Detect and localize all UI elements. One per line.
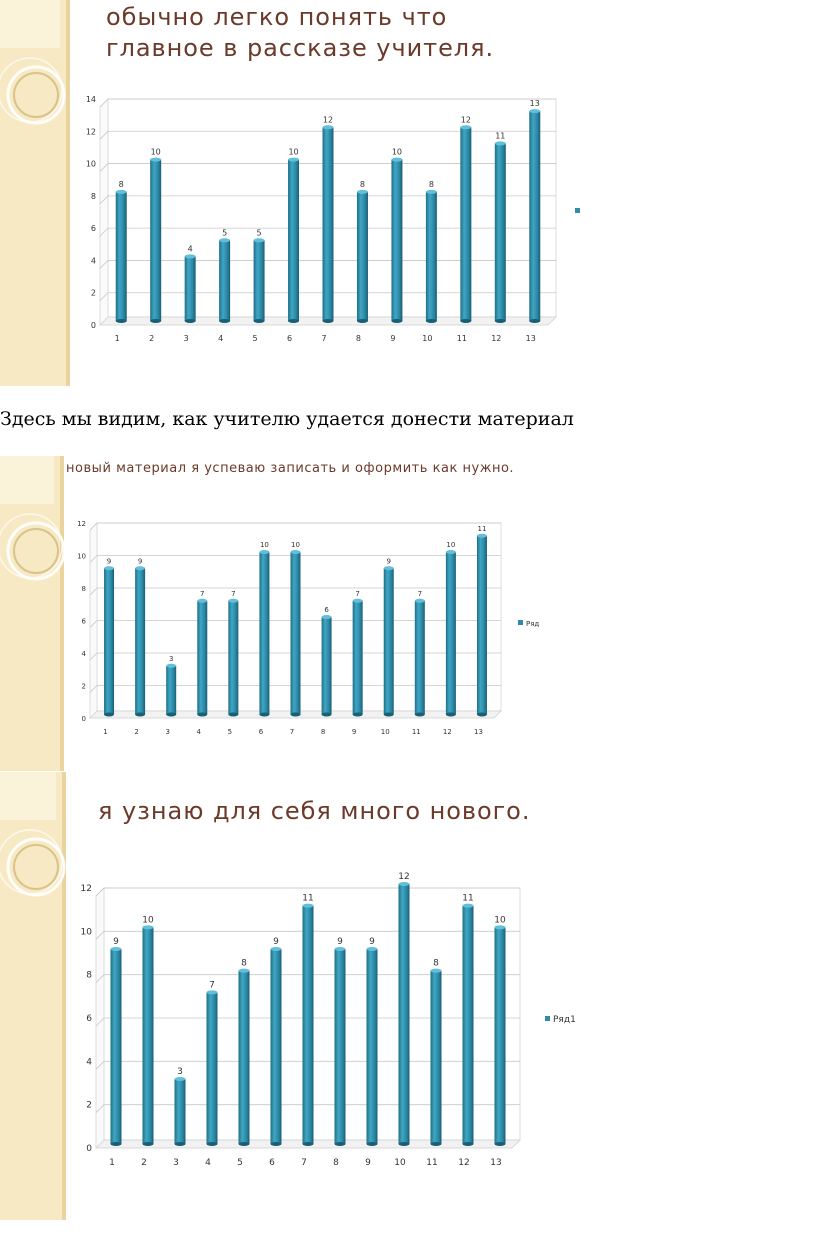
bar-cap	[335, 947, 346, 951]
caption-text: Здесь мы видим, как учителю удается донести материал	[0, 408, 574, 430]
y-tick-label: 12	[80, 884, 92, 894]
bar-cap	[104, 566, 114, 570]
x-tick-label: 12	[491, 334, 502, 343]
bar-base	[335, 1142, 346, 1146]
bar-body	[150, 160, 161, 321]
y-tick-label: 4	[86, 1057, 92, 1068]
data-label: 7	[417, 589, 423, 598]
x-tick-label: 11	[411, 728, 421, 736]
bar-body	[111, 949, 122, 1144]
bar-cap	[259, 550, 269, 554]
data-label: 7	[200, 589, 205, 598]
bar-body	[291, 552, 301, 715]
bar-base	[323, 319, 334, 323]
x-tick-label: 3	[165, 728, 170, 736]
x-tick-label: 2	[134, 728, 139, 736]
bar-base	[135, 713, 145, 717]
bar-cap	[197, 599, 207, 603]
bar-cap	[135, 566, 145, 570]
bar-body	[426, 192, 437, 321]
bar	[357, 190, 368, 323]
data-label: 9	[106, 557, 112, 566]
bar-chart-1: 024681012148110243545510612788109810121111121313Ряд1	[85, 95, 604, 343]
bar-cap	[111, 947, 122, 951]
y-tick-label: 6	[86, 1014, 92, 1024]
bar-cap	[367, 947, 378, 951]
bar-body	[353, 601, 363, 715]
bar	[259, 550, 269, 717]
data-label: 11	[462, 893, 474, 904]
bar-body	[175, 1079, 186, 1144]
bar-cap	[291, 550, 301, 554]
bar-chart-2	[0, 456, 544, 771]
bar-cap	[399, 882, 410, 886]
data-label: 12	[322, 115, 334, 125]
bar	[288, 158, 299, 323]
x-tick-label: 10	[380, 728, 390, 736]
bar	[207, 990, 218, 1146]
bar-base	[254, 319, 265, 323]
bar	[495, 141, 506, 323]
bar	[185, 254, 196, 323]
y-tick-label: 14	[85, 95, 96, 104]
bar	[367, 947, 378, 1146]
bar-base	[353, 713, 363, 717]
bar	[197, 599, 207, 717]
data-label: 10	[150, 147, 161, 157]
data-label: 7	[355, 589, 360, 598]
bar	[353, 599, 363, 717]
bar-cap	[357, 190, 368, 194]
bar-cap	[477, 534, 487, 538]
legend-swatch	[545, 1016, 550, 1021]
x-tick-label: 1	[109, 1158, 115, 1168]
bar	[323, 125, 334, 323]
bar	[150, 158, 161, 323]
bar	[477, 534, 487, 717]
bar-body	[259, 552, 269, 715]
bar-body	[384, 568, 394, 714]
data-label: 9	[137, 557, 143, 566]
bar-cap	[529, 109, 540, 113]
y-tick-label: 8	[86, 970, 92, 981]
x-tick-label: 2	[149, 334, 155, 343]
data-label: 8	[359, 179, 366, 189]
x-tick-label: 8	[355, 334, 362, 343]
bar-cap	[323, 125, 334, 129]
bar-cap	[303, 904, 314, 908]
legend-swatch	[518, 620, 523, 625]
bar-body	[271, 949, 282, 1144]
bar-base	[426, 319, 437, 323]
bar	[495, 925, 506, 1146]
x-tick-label: 8	[333, 1158, 339, 1168]
bar-cap	[254, 238, 265, 242]
bar-base	[271, 1142, 282, 1146]
y-tick-label: 6	[81, 617, 86, 626]
bar	[135, 566, 145, 716]
bar-base	[357, 319, 368, 323]
bar-body	[239, 971, 250, 1144]
y-tick-label: 8	[81, 585, 86, 593]
y-tick-label: 2	[90, 288, 96, 298]
data-label: 8	[433, 958, 439, 969]
bar-base	[529, 319, 540, 323]
x-tick-label: 13	[474, 728, 483, 736]
bar-body	[207, 992, 218, 1144]
y-tick-label: 4	[81, 650, 86, 658]
bar	[529, 109, 540, 323]
bar	[426, 190, 437, 323]
y-tick-label: 0	[81, 715, 86, 723]
bar-base	[143, 1142, 154, 1146]
slide-1-title: обычно легко понять что главное в рассказе учителя.	[106, 3, 495, 62]
data-label: 10	[446, 541, 456, 549]
bar-body	[197, 601, 207, 715]
bar-base	[399, 1142, 410, 1146]
bar	[460, 125, 471, 323]
bar	[399, 882, 410, 1146]
data-label: 7	[209, 980, 215, 991]
bar-cap	[288, 158, 299, 162]
y-tick-label: 12	[77, 520, 86, 528]
x-tick-label: 9	[390, 334, 396, 343]
bar-cap	[175, 1077, 186, 1081]
bar	[271, 947, 282, 1146]
x-tick-label: 4	[205, 1158, 211, 1168]
data-label: 10	[494, 915, 506, 926]
bar	[104, 566, 114, 716]
data-label: 8	[118, 179, 124, 189]
bar-base	[303, 1142, 314, 1146]
y-tick-label: 10	[80, 927, 92, 938]
bar-base	[207, 1142, 218, 1146]
bar-base	[391, 319, 402, 323]
bar-cap	[353, 599, 363, 603]
bar	[175, 1077, 186, 1146]
bar-base	[477, 713, 487, 717]
bar-body	[323, 127, 334, 321]
bar	[291, 550, 301, 717]
bar-body	[463, 906, 474, 1144]
bar-cap	[384, 566, 394, 570]
x-tick-label: 7	[301, 1158, 307, 1168]
bar	[166, 664, 176, 717]
x-tick-label: 6	[258, 728, 264, 736]
bar-base	[259, 713, 269, 717]
bar-body	[219, 240, 230, 321]
y-tick-label: 0	[90, 321, 96, 330]
bar-body	[288, 160, 299, 321]
bar-base	[495, 319, 506, 323]
bar-body	[391, 160, 402, 321]
bar-cap	[271, 947, 282, 951]
x-tick-label: 5	[237, 1158, 243, 1168]
data-label: 4	[187, 244, 193, 254]
x-tick-label: 12	[458, 1158, 470, 1168]
bar	[219, 238, 230, 323]
bar-body	[495, 927, 506, 1144]
y-tick-label: 0	[86, 1144, 92, 1154]
legend-swatch	[575, 208, 580, 213]
bar	[335, 947, 346, 1146]
bar-base	[384, 713, 394, 717]
bar-body	[529, 111, 540, 321]
data-label: 11	[302, 893, 314, 904]
x-tick-label: 11	[456, 334, 467, 343]
slide-3	[0, 772, 590, 1220]
bar-body	[104, 568, 114, 714]
bar-base	[415, 713, 425, 717]
bar-base	[239, 1142, 250, 1146]
bar	[415, 599, 425, 717]
y-tick-label: 10	[85, 159, 96, 169]
bar-body	[322, 617, 332, 715]
bar-body	[303, 906, 314, 1144]
bar-base	[150, 319, 161, 323]
bar-base	[166, 713, 176, 717]
x-tick-label: 3	[183, 334, 189, 343]
x-tick-label: 10	[422, 334, 433, 343]
bar-base	[463, 1142, 474, 1146]
bar-base	[322, 713, 332, 717]
bar-body	[477, 536, 487, 715]
bar-body	[166, 666, 176, 715]
x-tick-label: 11	[426, 1158, 438, 1168]
bar-body	[254, 240, 265, 321]
data-label: 11	[477, 524, 487, 533]
data-label: 3	[177, 1067, 183, 1077]
x-tick-label: 13	[490, 1158, 502, 1168]
x-tick-label: 2	[141, 1158, 147, 1168]
data-label: 13	[529, 99, 540, 109]
x-tick-label: 6	[286, 334, 293, 343]
y-tick-label: 6	[90, 224, 96, 234]
x-tick-label: 9	[365, 1158, 371, 1168]
bar-cap	[446, 550, 456, 554]
bar-cap	[239, 969, 250, 973]
x-tick-label: 6	[269, 1158, 275, 1168]
bar-base	[219, 319, 230, 323]
bar	[431, 969, 442, 1146]
bar-cap	[495, 141, 506, 145]
bar-base	[460, 319, 471, 323]
data-label: 3	[168, 654, 174, 663]
bar	[228, 599, 238, 717]
data-label: 10	[142, 915, 154, 926]
bar-cap	[150, 158, 161, 162]
x-tick-label: 7	[289, 728, 295, 736]
data-label: 10	[288, 147, 299, 157]
bar-cap	[322, 615, 332, 619]
slide-2	[0, 456, 544, 771]
y-tick-label: 2	[86, 1100, 92, 1111]
data-label: 12	[398, 872, 410, 882]
x-tick-label: 3	[173, 1158, 179, 1168]
x-tick-label: 5	[252, 334, 258, 343]
bar-chart-3	[0, 772, 590, 1220]
data-label: 9	[113, 937, 119, 947]
bar	[384, 566, 394, 716]
bar-cap	[116, 190, 127, 194]
bar-cap	[460, 125, 471, 129]
bar-cap	[431, 969, 442, 973]
x-tick-label: 1	[103, 728, 108, 736]
bar-body	[135, 568, 145, 714]
bar	[446, 550, 456, 717]
bar-body	[228, 601, 238, 715]
bar	[143, 925, 154, 1146]
bar-body	[495, 143, 506, 321]
bar-base	[116, 319, 127, 323]
bar	[254, 238, 265, 323]
bar-cap	[495, 925, 506, 929]
x-tick-label: 8	[320, 728, 326, 736]
x-tick-label: 9	[351, 728, 357, 736]
bar-body	[367, 949, 378, 1144]
bar-body	[460, 127, 471, 321]
x-tick-label: 4	[218, 334, 224, 343]
x-tick-label: 12	[442, 728, 452, 736]
data-label: 12	[460, 115, 471, 125]
bar-body	[399, 884, 410, 1144]
bar-cap	[219, 238, 230, 242]
bar-body	[335, 949, 346, 1144]
bar-cap	[185, 254, 196, 258]
bar-body	[116, 192, 127, 321]
bar	[111, 947, 122, 1146]
bar-base	[446, 713, 456, 717]
x-tick-label: 13	[525, 334, 536, 343]
slide-3-title: я узнаю для себя много нового.	[98, 797, 531, 825]
data-label: 9	[369, 937, 375, 947]
bar	[303, 904, 314, 1146]
bar-cap	[415, 599, 425, 603]
data-label: 5	[222, 228, 228, 238]
bar	[463, 904, 474, 1146]
bar-cap	[426, 190, 437, 194]
data-label: 9	[273, 937, 279, 947]
y-tick-label: 12	[85, 127, 96, 137]
bar	[391, 158, 402, 323]
data-label: 10	[259, 541, 269, 549]
bar-cap	[166, 664, 176, 668]
data-label: 11	[495, 131, 506, 141]
y-tick-label: 10	[77, 552, 86, 561]
bar	[322, 615, 332, 717]
slide-2-title: новый материал я успеваю записать и оформить как нужно.	[66, 461, 515, 476]
data-label: 9	[386, 557, 391, 566]
bar-body	[143, 927, 154, 1144]
bar-cap	[207, 990, 218, 994]
bar-base	[431, 1142, 442, 1146]
bar-base	[495, 1142, 506, 1146]
bar-base	[228, 713, 238, 717]
bar-body	[415, 601, 425, 715]
data-label: 5	[256, 228, 262, 238]
y-tick-label: 8	[90, 191, 96, 201]
bar-base	[185, 319, 196, 323]
data-label: 8	[241, 958, 247, 969]
bar-base	[197, 713, 207, 717]
x-tick-label: 7	[321, 334, 327, 343]
bar-base	[291, 713, 301, 717]
bar-body	[446, 552, 456, 715]
bar-base	[175, 1142, 186, 1146]
bar-body	[185, 256, 196, 321]
x-tick-label: 4	[196, 728, 202, 736]
bar-cap	[463, 904, 474, 908]
legend-label: Ряд1	[553, 1015, 576, 1025]
bar-base	[367, 1142, 378, 1146]
bar-cap	[228, 599, 238, 603]
bar-cap	[391, 158, 402, 162]
bar	[116, 190, 127, 323]
x-tick-label: 10	[394, 1158, 406, 1168]
data-label: 10	[391, 147, 403, 157]
bar-base	[288, 319, 299, 323]
bar-cap	[143, 925, 154, 929]
legend-label: Ряд1	[526, 620, 544, 628]
bar-base	[111, 1142, 122, 1146]
data-label: 7	[231, 589, 236, 598]
bar-body	[431, 971, 442, 1144]
bar-body	[357, 192, 368, 321]
data-label: 9	[337, 937, 343, 947]
x-tick-label: 1	[114, 334, 120, 343]
bar	[239, 969, 250, 1146]
data-label: 6	[324, 606, 329, 614]
data-label: 10	[291, 541, 300, 549]
slide-1	[0, 0, 604, 386]
data-label: 8	[428, 179, 434, 189]
x-tick-label: 5	[227, 728, 233, 736]
bar-base	[104, 713, 114, 717]
y-tick-label: 2	[81, 682, 86, 691]
y-tick-label: 4	[90, 256, 96, 266]
